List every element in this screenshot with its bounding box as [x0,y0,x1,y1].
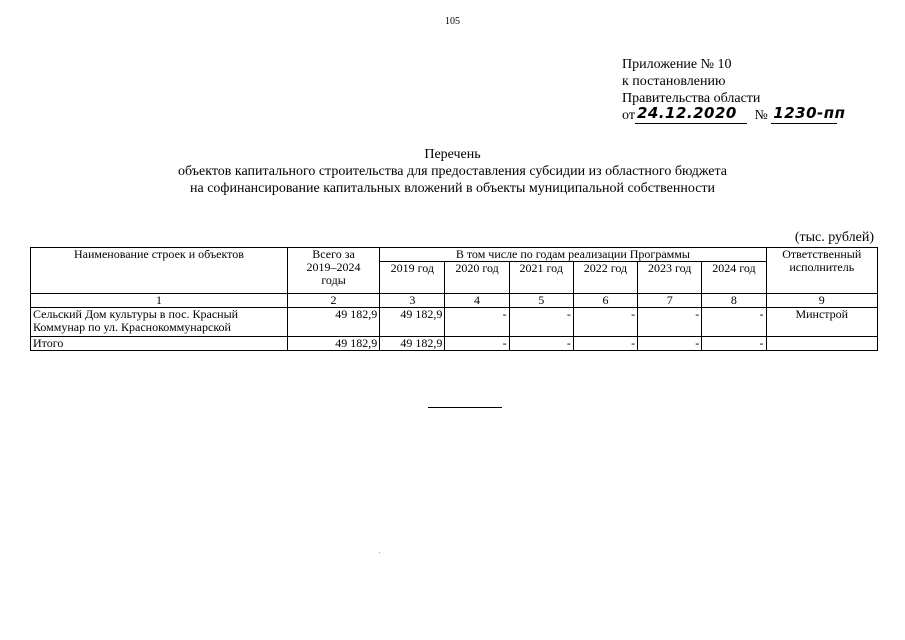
header-year-2023: 2023 год [638,262,702,294]
scan-speck [379,552,380,553]
header-by-years: В том числе по годам реализации Программы [380,248,766,262]
number-prefix: № [754,108,768,123]
handwritten-number: 1230-пп [773,104,846,122]
header-year-2024: 2024 год [702,262,766,294]
number-field [771,104,846,124]
total-year-value: 49 182,9 [380,337,445,351]
total-sum: 49 182,9 [287,337,379,351]
object-year-value: - [509,308,573,337]
header-year-2019: 2019 год [380,262,445,294]
object-year-value: - [573,308,637,337]
date-field [635,104,747,124]
units-label: (тыс. рублей) [794,230,874,245]
object-year-value: 49 182,9 [380,308,445,337]
date-prefix: от [622,108,635,123]
appendix-line-3: Правительства области [622,91,761,106]
column-numbers-row [31,294,878,308]
table-row [31,308,878,337]
table-header-row-1 [31,248,878,262]
total-year-value: - [702,337,766,351]
object-name: Сельский Дом культуры в пос. Красный Коммунар по ул. Краснокоммунарской [31,308,288,337]
objects-table [30,247,878,351]
appendix-date-line [622,104,846,124]
header-year-2021: 2021 год [509,262,573,294]
handwritten-date: 24.12.2020 [636,104,737,122]
column-number: 8 [702,294,766,308]
header-year-2022: 2022 год [573,262,637,294]
header-year-2020: 2020 год [445,262,509,294]
column-number: 6 [573,294,637,308]
column-number: 2 [287,294,379,308]
title-line-1: Перечень [424,147,481,162]
header-responsible: Ответственный исполнитель [766,248,877,294]
object-total: 49 182,9 [287,308,379,337]
total-year-value: - [509,337,573,351]
table-row-total [31,337,878,351]
column-number: 4 [445,294,509,308]
header-name: Наименование строек и объектов [31,248,288,294]
page-number: 105 [445,16,460,27]
object-year-value: - [638,308,702,337]
column-number: 7 [638,294,702,308]
total-year-value: - [573,337,637,351]
title-line-3: на софинансирование капитальных вложений в объекты муниципальной собственности [189,181,716,196]
appendix-line-1: Приложение № 10 [622,57,732,72]
column-number: 1 [31,294,288,308]
total-responsible [766,337,877,351]
object-year-value: - [445,308,509,337]
total-year-value: - [638,337,702,351]
appendix-line-2: к постановлению [622,74,726,89]
end-divider [428,407,502,408]
document-title [0,146,905,197]
object-responsible: Минстрой [766,308,877,337]
total-label: Итого [31,337,288,351]
appendix-block [622,56,846,124]
column-number: 5 [509,294,573,308]
column-number: 3 [380,294,445,308]
title-line-2: объектов капитального строительства для предоставления субсидии из областного бюджета [177,164,728,179]
object-year-value: - [702,308,766,337]
header-total: Всего за 2019–2024 годы [287,248,379,294]
total-year-value: - [445,337,509,351]
column-number: 9 [766,294,877,308]
